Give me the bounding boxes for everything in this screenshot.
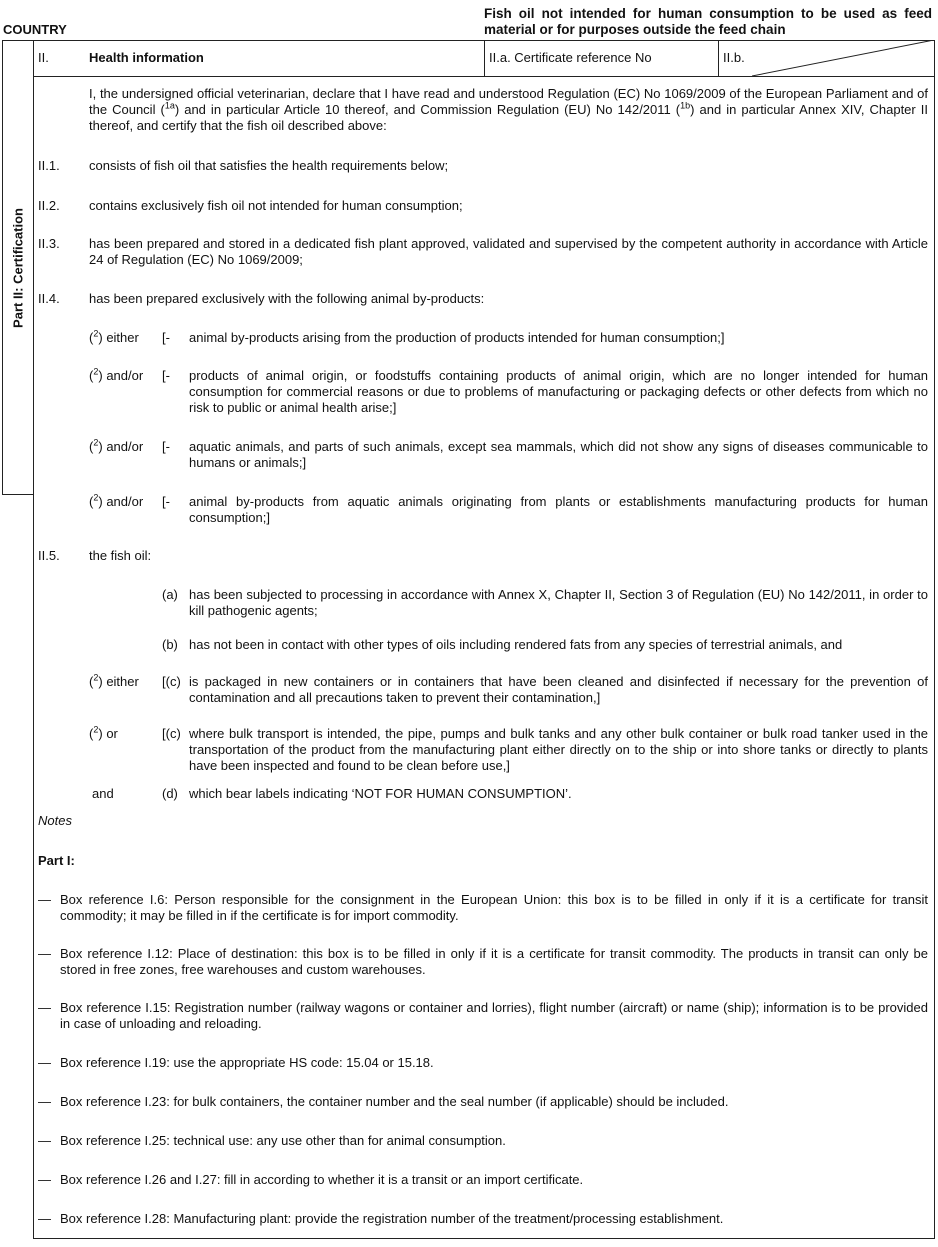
option-marker: ($^2$) either <box>89 328 139 345</box>
option-marker: ($^2$) and/or <box>89 492 144 509</box>
clause-number: II.2. <box>38 198 60 213</box>
frame-bottom <box>33 1238 935 1239</box>
notes-heading: Notes <box>38 813 72 828</box>
option-text: has been subjected to processing in accordance with Annex X, Chapter II, Section 3 of Regulation (EU) No 142/2011, in order to kill pathogenic agents; <box>189 587 928 618</box>
footnote-2: 2 <box>93 672 99 683</box>
footnote-1a: 1a <box>164 100 175 111</box>
option-letter: [(c) <box>162 674 181 689</box>
section-title: Health information <box>89 50 204 65</box>
note-item: Box reference I.6: Person responsible for the consignment in the European Union: this box is to be filled in only if it is a certificate for transit commodity; it may be filled in if the certificate is for import commodity. <box>60 892 928 923</box>
frame-right <box>934 40 935 1239</box>
option-text: animal by-products from aquatic animals originating from plants or establishments manufacturing products for human consumption;] <box>189 494 928 525</box>
option-bracket: [- <box>162 368 170 383</box>
note-dash: — <box>38 892 51 907</box>
note-dash: — <box>38 1211 51 1226</box>
option-marker: ($^2$) either <box>89 672 139 689</box>
footnote-1b: 1b <box>680 100 691 111</box>
option-text: aquatic animals, and parts of such animals, except sea mammals, which did not show any signs of diseases communicable to humans or animals;] <box>189 439 928 470</box>
clause-number: II.3. <box>38 236 60 251</box>
clause-text: has been prepared exclusively with the following animal by-products: <box>89 291 485 306</box>
clause-text: consists of fish oil that satisfies the health requirements below; <box>89 158 449 173</box>
option-connector: and/or <box>106 439 144 454</box>
declaration-text-1: I, the undersigned official veterinarian, declare that I have read and understood Regulation (EC) No 1069/2009 of the European Parliament and of the Council ( <box>89 86 928 117</box>
notes-part-heading: Part I: <box>38 853 75 868</box>
option-text: which bear labels indicating ‘NOT FOR HUMAN CONSUMPTION’. <box>189 786 572 801</box>
option-connector: and/or <box>106 368 144 383</box>
option-letter: [(c) <box>162 726 181 741</box>
option-marker: ($^2$) or <box>89 724 118 741</box>
option-text: products of animal origin, or foodstuffs containing products of animal origin, which are no longer intended for human consumption for commercial reasons or due to problems of manufacturing or packaging defects or other defects from which no risk to public or animal health arise;] <box>189 368 928 415</box>
option-connector: and <box>92 786 114 801</box>
option-bracket: [- <box>162 330 170 345</box>
option-connector: either <box>106 674 139 689</box>
note-dash: — <box>38 1000 51 1015</box>
certificate-reference-label: II.a. Certificate reference No <box>489 50 652 65</box>
iib-diagonal-line <box>752 40 934 76</box>
option-letter: (b) <box>162 637 178 652</box>
country-label: COUNTRY <box>3 22 67 37</box>
clause-text: contains exclusively fish oil not intended for human consumption; <box>89 198 463 213</box>
option-bracket: [- <box>162 494 170 509</box>
certificate-title: Fish oil not intended for human consumption to be used as feed material or for purposes outside the feed chain <box>484 6 932 37</box>
note-item: Box reference I.15: Registration number (railway wagons or container and lorries), flight number (aircraft) or name (ship); information is to be provided in case of unloading and reloading. <box>60 1000 928 1031</box>
iib-label: II.b. <box>723 50 745 65</box>
note-item: Box reference I.12: Place of destination: this box is to be filled in only if it is a certificate for transit commodity. The products in transit can only be stored in free zones, free warehouses and custom warehouses. <box>60 946 928 977</box>
note-dash: — <box>38 946 51 961</box>
option-letter: (a) <box>162 587 178 602</box>
option-connector: either <box>106 330 139 345</box>
clause-number: II.4. <box>38 291 60 306</box>
note-item: Box reference I.26 and I.27: fill in according to whether it is a transit or an import certificate. <box>60 1172 584 1187</box>
clause-text: the fish oil: <box>89 548 152 563</box>
clause-text: has been prepared and stored in a dedicated fish plant approved, validated and supervised by the competent authority in accordance with Article 24 of Regulation (EC) No 1069/2009; <box>89 236 928 267</box>
footnote-2: 2 <box>93 328 99 339</box>
box-divider-1 <box>484 40 485 76</box>
option-text: animal by-products arising from the production of products intended for human consumption;] <box>189 330 725 345</box>
note-dash: — <box>38 1094 51 1109</box>
declaration-paragraph <box>89 86 928 134</box>
option-text: has not been in contact with other types of oils including rendered fats from any species of terrestrial animals, and <box>189 637 843 652</box>
clause-number: II.5. <box>38 548 60 563</box>
option-text: where bulk transport is intended, the pipe, pumps and bulk tanks and any other bulk container or bulk road tanker used in the transportation of the product from the manufacturing plant either directly on to the ship or into shore tanks or directly to plants have been inspected and found to be clean before use,] <box>189 726 928 773</box>
note-item: Box reference I.19: use the appropriate HS code: 15.04 or 15.18. <box>60 1055 434 1070</box>
part-ii-side-label <box>2 40 34 495</box>
note-dash: — <box>38 1055 51 1070</box>
option-bracket: [- <box>162 439 170 454</box>
option-marker: ($^2$) and/or <box>89 437 144 454</box>
footnote-2: 2 <box>93 724 99 735</box>
declaration-text-2: ) and in particular Article 10 thereof, and Commission Regulation (EU) No 142/2011 ( <box>174 102 681 117</box>
option-connector: and/or <box>106 494 144 509</box>
option-marker: ($^2$) and/or <box>89 366 144 383</box>
note-item: Box reference I.28: Manufacturing plant: provide the registration number of the treatment/processing establishment. <box>60 1211 724 1226</box>
clause-number: II.1. <box>38 158 60 173</box>
option-letter: (d) <box>162 786 178 801</box>
frame-left <box>33 495 34 1239</box>
note-dash: — <box>38 1172 51 1187</box>
option-connector: or <box>106 726 118 741</box>
side-label-text: Part II: Certification <box>10 207 26 328</box>
option-text: is packaged in new containers or in containers that have been cleaned and disinfected if necessary for the prevention of contamination and all precautions taken to prevent their contamination,] <box>189 674 928 705</box>
note-item: Box reference I.25: technical use: any use other than for animal consumption. <box>60 1133 506 1148</box>
footnote-2: 2 <box>93 366 99 377</box>
note-dash: — <box>38 1133 51 1148</box>
declaration-text-3: ) and in particular Annex XIV, Chapter II thereof, and certify that the fish oil described above: <box>89 102 928 133</box>
box-divider-2 <box>718 40 719 76</box>
section-number: II. <box>38 50 49 65</box>
box-bottom <box>33 76 935 77</box>
footnote-2: 2 <box>93 492 99 503</box>
footnote-2: 2 <box>93 437 99 448</box>
note-item: Box reference I.23: for bulk containers, the container number and the seal number (if applicable) should be included. <box>60 1094 729 1109</box>
